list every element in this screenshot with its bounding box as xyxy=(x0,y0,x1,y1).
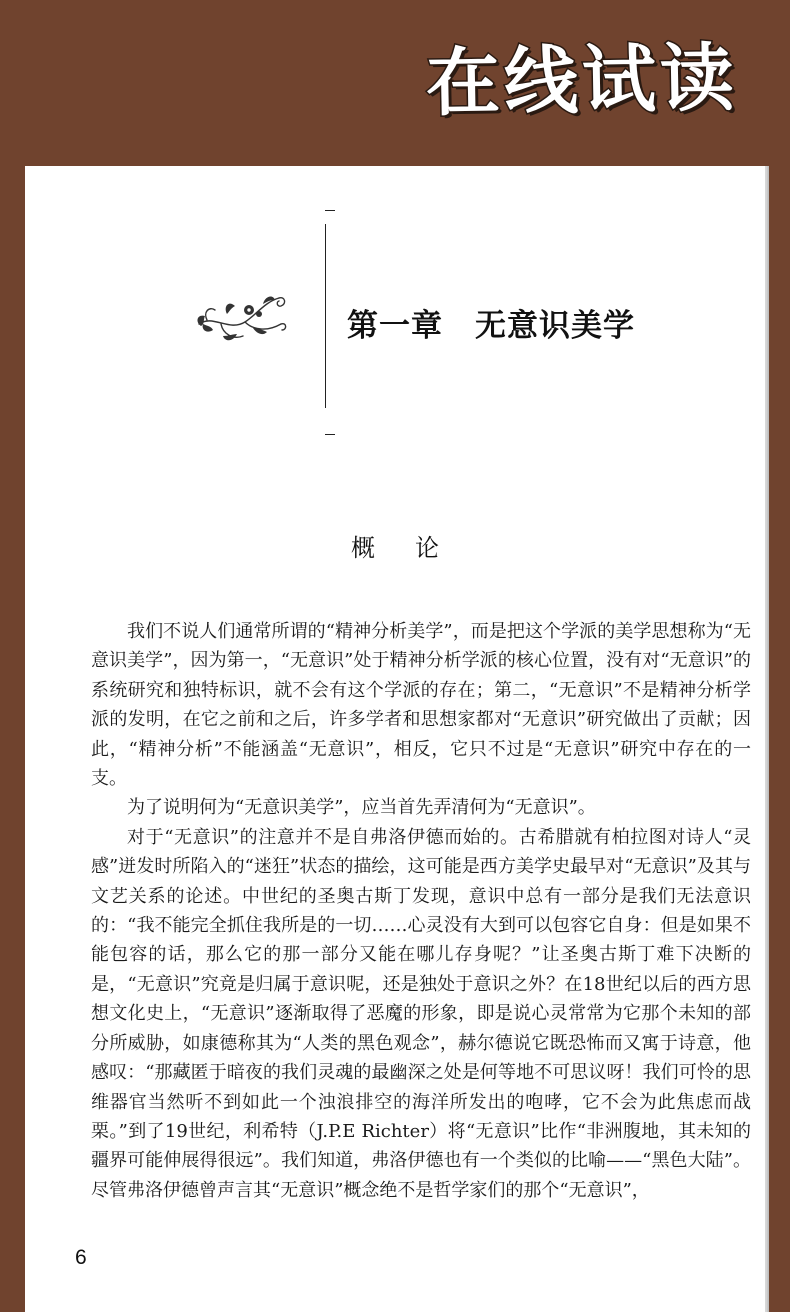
banner-title: 在线试读 xyxy=(425,35,739,127)
paper-edge xyxy=(765,166,769,1312)
floral-ornament-icon xyxy=(193,284,291,354)
paragraph: 对于“无意识”的注意并不是自弗洛伊德而始的。古希腊就有柏拉图对诗人“灵感”迸发时所陷入的“迷狂”状态的描绘，这可能是西方美学史最早对“无意识”及其与文艺关系的论述。中世纪的圣奥古斯丁发现，意识中总有一部分是我们无法意识的：“我不能完全抓住我所是的一切……心灵没有大到可以包容它自身：但是如果不能包容的话，那么它的那一部分又能在哪儿存身呢？”让圣奥古斯丁难下决断的是，“无意识”究竟是归属于意识呢，还是独处于意识之外？在18世纪以后的西方思想文化史上，“无意识”逐渐取得了恶魔的形象，即是说心灵常常为它那个未知的部分所威胁，如康德称其为“人类的黑色观念”，赫尔德说它既恐怖而又寓于诗意，他感叹：“那藏匿于暗夜的我们灵魂的最幽深之处是何等地不可思议呀！我们可怜的思维器官当然听不到如此一个浊浪排空的海洋所发出的咆哮，它不会为此焦虑而战栗。”到了19世纪，利希特（J.P.E Richter）将“无意识”比作“非洲腹地，其未知的疆界可能伸展得很远”。我们知道，弗洛伊德也有一个类似的比喻——“黑色大陆”。尽管弗洛伊德曾声言其“无意识”概念绝不是哲学家们的那个“无意识”， xyxy=(91,826,751,1201)
book-page xyxy=(25,166,765,1312)
rule-tick-bottom xyxy=(325,434,335,435)
section-title: 概论 xyxy=(351,534,479,562)
paragraph: 我们不说人们通常所谓的“精神分析美学”，而是把这个学派的美学思想称为“无意识美学”，因为第一，“无意识”处于精神分析学派的核心位置，没有对“无意识”的系统研究和独特标识，就不会有这个学派的存在；第二，“无意识”不是精神分析学派的发明，在它之前和之后，许多学者和思想家都对“无意识”研究做出了贡献；因此，“精神分析”不能涵盖“无意识”，相反，它只不过是“无意识”研究中存在的一支。 xyxy=(91,621,751,790)
vertical-rule xyxy=(325,224,326,408)
body-text xyxy=(91,617,751,1205)
paragraph: 为了说明何为“无意识美学”，应当首先弄清何为“无意识”。 xyxy=(127,797,596,819)
page-number: 6 xyxy=(75,1246,87,1269)
rule-tick-top xyxy=(325,210,335,211)
chapter-title: 第一章 无意识美学 xyxy=(347,308,635,344)
